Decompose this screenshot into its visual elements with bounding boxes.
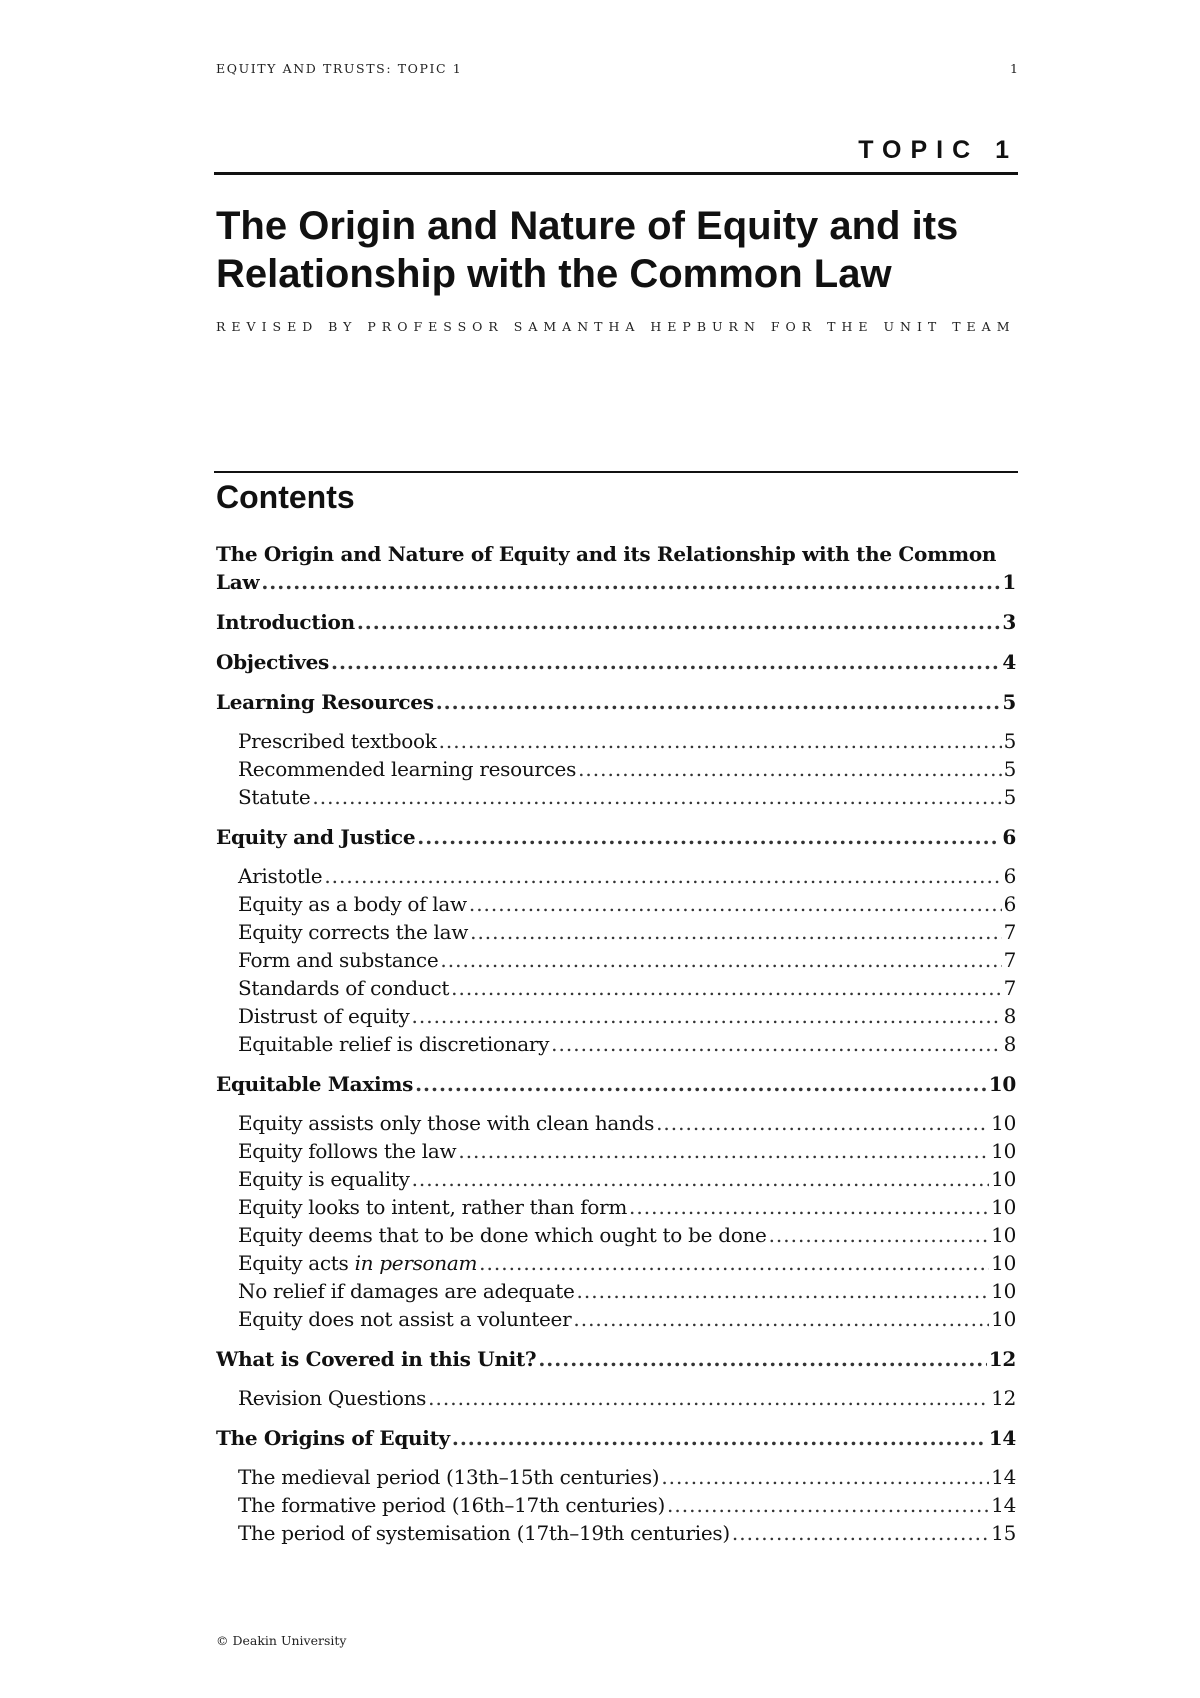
- toc-leader-dots: [661, 1463, 989, 1491]
- toc-entry-title: [238, 1249, 477, 1277]
- toc-subentry[interactable]: [216, 1491, 1016, 1519]
- topic-divider: [214, 172, 1018, 175]
- toc-entry-title: [238, 1519, 730, 1547]
- toc-entry[interactable]: [216, 1424, 1016, 1452]
- toc-subentry[interactable]: [216, 918, 1016, 946]
- toc-leader-dots: [428, 1384, 989, 1412]
- toc-entry[interactable]: [216, 688, 1016, 716]
- toc-entry-page: 5: [1002, 690, 1016, 714]
- toc-leader-dots: [732, 1519, 989, 1547]
- toc-entry-title: [238, 1030, 549, 1058]
- toc-leader-dots: [470, 918, 1001, 946]
- toc-subentry[interactable]: [216, 755, 1016, 783]
- toc-entry-title: [238, 974, 449, 1002]
- toc-subentry[interactable]: [216, 946, 1016, 974]
- toc-entry-title-text: Introduction: [216, 610, 355, 634]
- toc-entry-title-text: Equity and Justice: [216, 825, 416, 849]
- toc-subentry[interactable]: [216, 1277, 1016, 1305]
- toc-entry-title: [238, 1221, 767, 1249]
- toc-entry-page: 10: [991, 1195, 1016, 1219]
- toc-entry-title-text: The medieval period (13th–15th centuries): [238, 1465, 660, 1489]
- toc-subentry[interactable]: [216, 1305, 1016, 1333]
- toc-entry-title-text: Equity acts: [238, 1251, 355, 1275]
- toc-entry-title-text: Equity corrects the law: [238, 920, 469, 944]
- toc-leader-dots: [324, 862, 1001, 890]
- toc-entry-page: 7: [1003, 976, 1016, 1000]
- toc-entry[interactable]: [216, 608, 1016, 636]
- toc-leader-dots: [312, 783, 1001, 811]
- toc-leader-dots: [458, 1137, 989, 1165]
- toc-entry-page: 14: [988, 1426, 1016, 1450]
- toc-subentry[interactable]: [216, 1002, 1016, 1030]
- toc-entry[interactable]: [216, 1070, 1016, 1098]
- toc-subentry[interactable]: [216, 1109, 1016, 1137]
- toc-entry-title-text: Statute: [238, 785, 311, 809]
- toc-entry-title: [238, 1109, 654, 1137]
- toc-subentry[interactable]: [216, 1384, 1016, 1412]
- toc-leader-dots: [415, 1070, 987, 1098]
- toc-entry-title: [216, 688, 434, 716]
- toc-entry-page: 12: [991, 1386, 1016, 1410]
- toc-entry-page: 6: [1003, 892, 1016, 916]
- toc-entry-title: [238, 1277, 575, 1305]
- toc-entry-page: 5: [1003, 785, 1016, 809]
- toc-subentry[interactable]: [216, 1463, 1016, 1491]
- toc-entry-title-text: The Origins of Equity: [216, 1426, 450, 1450]
- toc-entry-page: 15: [991, 1521, 1016, 1545]
- toc-entry-title: [238, 755, 576, 783]
- toc-entry-page: 5: [1003, 729, 1016, 753]
- toc-entry-title: [238, 1305, 571, 1333]
- toc-entry-title-text: Equitable Maxims: [216, 1072, 414, 1096]
- contents-divider: [214, 471, 1018, 473]
- toc-leader-dots: [417, 823, 1000, 851]
- toc-subentry[interactable]: [216, 862, 1016, 890]
- toc-leader-dots: [452, 1424, 987, 1452]
- toc-entry-title-text: Distrust of equity: [238, 1004, 410, 1028]
- toc-entry-page: 10: [991, 1279, 1016, 1303]
- toc-subentry[interactable]: [216, 1030, 1016, 1058]
- toc-subentry[interactable]: [216, 1165, 1016, 1193]
- toc-entry-title: [216, 1424, 450, 1452]
- page-title: The Origin and Nature of Equity and its Relationship with the Common Law: [216, 204, 959, 296]
- toc-leader-dots: [261, 568, 1000, 596]
- toc-entry-title: [238, 862, 322, 890]
- toc-entry-page: 5: [1003, 757, 1016, 781]
- toc-entry-page: 7: [1003, 920, 1016, 944]
- toc-entry-page: 10: [991, 1167, 1016, 1191]
- toc-entry-page: 10: [991, 1307, 1016, 1331]
- toc-entry-title-text: No relief if damages are adequate: [238, 1279, 575, 1303]
- toc-entry-title-text: What is Covered in this Unit?: [216, 1347, 537, 1371]
- toc-leader-dots: [440, 946, 1001, 974]
- toc-entry-title: [238, 1193, 627, 1221]
- toc-entry-title: [238, 1165, 410, 1193]
- byline: REVISED BY PROFESSOR SAMANTHA HEPBURN FOR THE UNIT TEAM: [216, 319, 1016, 334]
- toc-subentry[interactable]: [216, 1137, 1016, 1165]
- toc-entry-page: 12: [988, 1347, 1016, 1371]
- toc-entry-title: [216, 823, 415, 851]
- toc-entry-page: 3: [1002, 610, 1016, 634]
- toc-entry-title: [238, 1491, 665, 1519]
- toc-entry-title-text: Equity deems that to be done which ought to be done: [238, 1223, 767, 1247]
- toc-entry-title: [238, 783, 310, 811]
- toc-leader-dots: [551, 1030, 1001, 1058]
- toc-subentry[interactable]: [216, 1221, 1016, 1249]
- toc-entry-title-line[interactable]: The Origin and Nature of Equity and its Relationship with the Common: [216, 542, 997, 566]
- toc-leader-dots: [577, 1277, 990, 1305]
- toc-entry-title: [238, 918, 468, 946]
- topic-label: TOPIC 1: [858, 136, 1018, 164]
- toc-leader-dots: [629, 1193, 989, 1221]
- toc-entry-title: [216, 608, 355, 636]
- toc-entry-title-text: Equity does not assist a volunteer: [238, 1307, 572, 1331]
- running-head: [216, 61, 1018, 76]
- toc-leader-dots: [656, 1109, 989, 1137]
- toc-entry-page: 6: [1002, 825, 1016, 849]
- toc-entry-title: [238, 727, 437, 755]
- copyright-footer: © Deakin University: [216, 1633, 347, 1648]
- toc-entry-title: [238, 946, 438, 974]
- toc-entry[interactable]: [216, 823, 1016, 851]
- toc-entry-title: [238, 1137, 456, 1165]
- toc-leader-dots: [357, 608, 1001, 636]
- toc-entry-title-text: Equity assists only those with clean hands: [238, 1111, 655, 1135]
- contents-heading: Contents: [216, 479, 355, 515]
- toc-entry-title: [238, 1384, 426, 1412]
- toc-entry-title: Law: [216, 570, 260, 594]
- toc-leader-dots: [578, 755, 1002, 783]
- toc-entry-title-text: Form and substance: [238, 948, 439, 972]
- toc-entry-page: 10: [991, 1223, 1016, 1247]
- toc-entry-page: 6: [1003, 864, 1016, 888]
- toc-entry-title-text: Learning Resources: [216, 690, 434, 714]
- toc-entry-title: [216, 648, 329, 676]
- toc-entry-page: 8: [1003, 1032, 1016, 1056]
- toc-entry[interactable]: [216, 648, 1016, 676]
- toc-entry-title-text: Revision Questions: [238, 1386, 427, 1410]
- toc-subentry[interactable]: [216, 1193, 1016, 1221]
- table-of-contents: [216, 540, 1016, 1547]
- toc-entry-title: [238, 1463, 659, 1491]
- toc-entry-page: 4: [1002, 650, 1016, 674]
- toc-subentry[interactable]: [216, 783, 1016, 811]
- toc-leader-dots: [667, 1491, 989, 1519]
- toc-entry-title-text: Recommended learning resources: [238, 757, 577, 781]
- toc-subentry[interactable]: [216, 974, 1016, 1002]
- toc-leader-dots: [538, 1345, 986, 1373]
- toc-entry-title-text: Aristotle: [238, 864, 323, 888]
- toc-entry-title: [238, 1002, 410, 1030]
- toc-entry[interactable]: [216, 568, 1016, 596]
- toc-entry-title-text: Prescribed textbook: [238, 729, 437, 753]
- running-head-text: EQUITY AND TRUSTS: TOPIC 1: [216, 61, 463, 76]
- toc-entry-title-text: Standards of conduct: [238, 976, 450, 1000]
- toc-entry-page: 10: [991, 1251, 1016, 1275]
- toc-subentry[interactable]: [216, 890, 1016, 918]
- toc-leader-dots: [769, 1221, 990, 1249]
- toc-entry-title-text: Equity follows the law: [238, 1139, 457, 1163]
- toc-entry-title: [216, 1345, 536, 1373]
- toc-entry-title-text: Equitable relief is discretionary: [238, 1032, 550, 1056]
- toc-entry-page: 10: [988, 1072, 1016, 1096]
- toc-entry-title-text: The period of systemisation (17th–19th centuries): [238, 1521, 730, 1545]
- toc-leader-dots: [412, 1165, 990, 1193]
- toc-leader-dots: [479, 1249, 989, 1277]
- toc-entry-title: [238, 890, 467, 918]
- toc-entry-title-text: Equity as a body of law: [238, 892, 467, 916]
- toc-leader-dots: [412, 1002, 1002, 1030]
- toc-entry-page: 14: [991, 1493, 1016, 1517]
- toc-entry-page: 10: [991, 1139, 1016, 1163]
- toc-entry-page: 7: [1003, 948, 1016, 972]
- toc-entry-page: 10: [991, 1111, 1016, 1135]
- toc-subentry[interactable]: [216, 727, 1016, 755]
- toc-subentry[interactable]: [216, 1519, 1016, 1547]
- running-head-page-number: 1: [1010, 61, 1018, 76]
- toc-leader-dots: [331, 648, 1000, 676]
- toc-entry-title-text: Equity looks to intent, rather than form: [238, 1195, 628, 1219]
- toc-entry-page: 14: [991, 1465, 1016, 1489]
- toc-leader-dots: [469, 890, 1002, 918]
- toc-entry-title-italic: in personam: [354, 1251, 478, 1275]
- toc-entry-title-text: The formative period (16th–17th centuries): [238, 1493, 666, 1517]
- toc-entry-page: 8: [1003, 1004, 1016, 1028]
- toc-entry-title: [216, 1070, 413, 1098]
- toc-subentry[interactable]: [216, 1249, 1016, 1277]
- toc-entry[interactable]: [216, 1345, 1016, 1373]
- toc-leader-dots: [451, 974, 1001, 1002]
- toc-entry-title-text: Objectives: [216, 650, 329, 674]
- toc-leader-dots: [436, 688, 1001, 716]
- toc-leader-dots: [573, 1305, 989, 1333]
- toc-leader-dots: [439, 727, 1002, 755]
- toc-entry-page: 1: [1002, 570, 1016, 594]
- toc-entry-title-text: Equity is equality: [238, 1167, 410, 1191]
